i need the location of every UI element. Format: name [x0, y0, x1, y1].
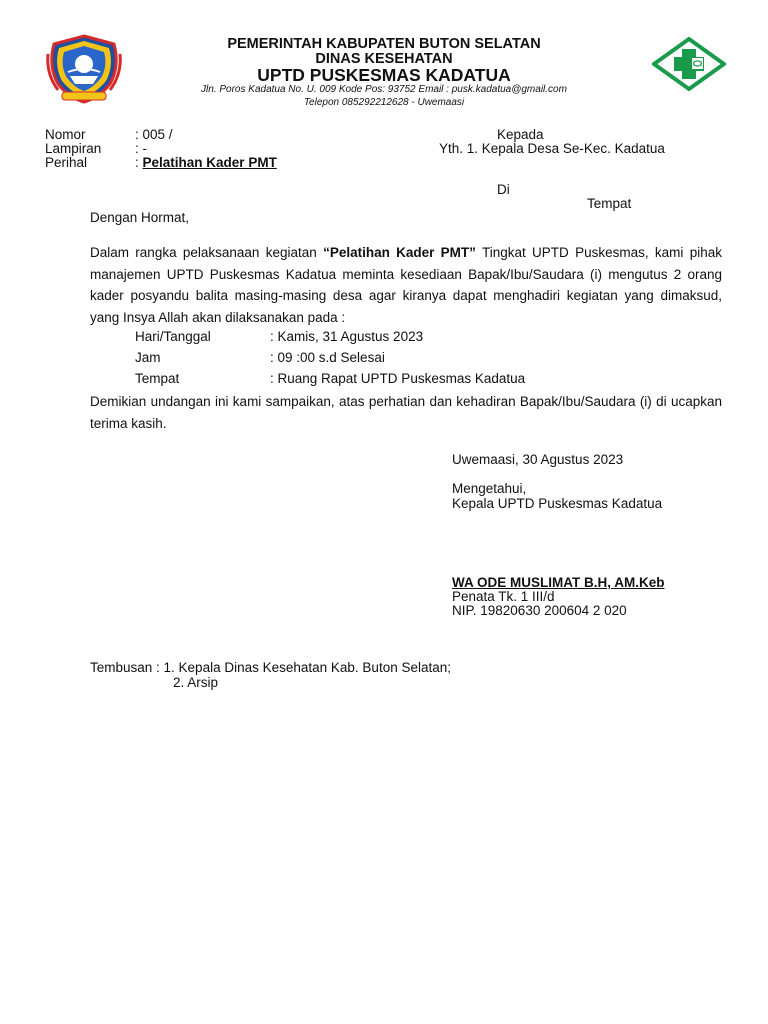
signer-nip: NIP. 19820630 200604 2 020	[452, 603, 627, 618]
signer-position: Kepala UPTD Puskesmas Kadatua	[452, 496, 663, 511]
detail-label-time: Jam	[135, 350, 161, 365]
detail-value-place: : Ruang Rapat UPTD Puskesmas Kadatua	[270, 371, 526, 386]
detail-label-date: Hari/Tanggal	[135, 329, 211, 344]
cc-line-2: 2. Arsip	[173, 675, 219, 690]
signer-name: WA ODE MUSLIMAT B.H, AM.Keb	[452, 575, 665, 590]
detail-value-time: : 09 :00 s.d Selesai	[270, 350, 385, 365]
header-institution: UPTD PUSKESMAS KADATUA	[257, 65, 511, 85]
nomor-label: Nomor	[45, 127, 86, 142]
detail-label-place: Tempat	[135, 371, 180, 386]
paragraph-intro: Dalam rangka pelaksanaan kegiatan	[90, 245, 324, 260]
recipient-tempat: Tempat	[587, 196, 632, 211]
signer-rank: Penata Tk. 1 III/d	[452, 589, 555, 604]
mengetahui: Mengetahui,	[452, 481, 527, 496]
paragraph-body: Tingkat UPTD Puskesmas, kami pihak manajemen UPTD Puskesmas Kadatua meminta kesediaan Bapak/Ibu/Saudara (i) mengutus 2 orang kader posyandu balita masing-masing desa agar kiranya dapat menghadiri kegiatan yang dimaksud, yang Insya Allah akan dilaksanakan pada :	[90, 245, 722, 325]
recipient-kepada: Kepada	[497, 127, 544, 142]
header-phone: Telepon 085292212628 - Uwemaasi	[303, 97, 465, 108]
header-government: PEMERINTAH KABUPATEN BUTON SELATAN	[227, 36, 541, 52]
closing-paragraph: Demikian undangan ini kami sampaikan, atas perhatian dan kehadiran Bapak/Ibu/Saudara (i) di ucapkan terima kasih.	[90, 394, 722, 431]
salutation: Dengan Hormat,	[90, 210, 190, 225]
lampiran-value: : -	[135, 141, 147, 156]
cc-line-1: Tembusan : 1. Kepala Dinas Kesehatan Kab. Buton Selatan;	[90, 660, 451, 675]
place-date: Uwemaasi, 30 Agustus 2023	[452, 452, 624, 467]
perihal-label: Perihal	[45, 155, 88, 170]
recipient-di: Di	[497, 182, 510, 197]
perihal-colon: :	[135, 155, 139, 170]
main-paragraph	[90, 242, 722, 328]
nomor-value: : 005 /	[135, 127, 173, 142]
recipient-yth: Yth. 1. Kepala Desa Se-Kec. Kadatua	[439, 141, 665, 156]
perihal-value: Pelatihan Kader PMT	[142, 155, 277, 170]
event-title-quote: “Pelatihan Kader PMT”	[323, 245, 476, 260]
lampiran-label: Lampiran	[45, 141, 102, 156]
perihal-line	[135, 155, 277, 170]
header-address: Jln. Poros Kadatua No. U. 009 Kode Pos: 93752 Email : pusk.kadatua@gmail.com	[201, 84, 567, 95]
detail-value-date: : Kamis, 31 Agustus 2023	[270, 329, 424, 344]
header-department: DINAS KESEHATAN	[315, 51, 453, 67]
